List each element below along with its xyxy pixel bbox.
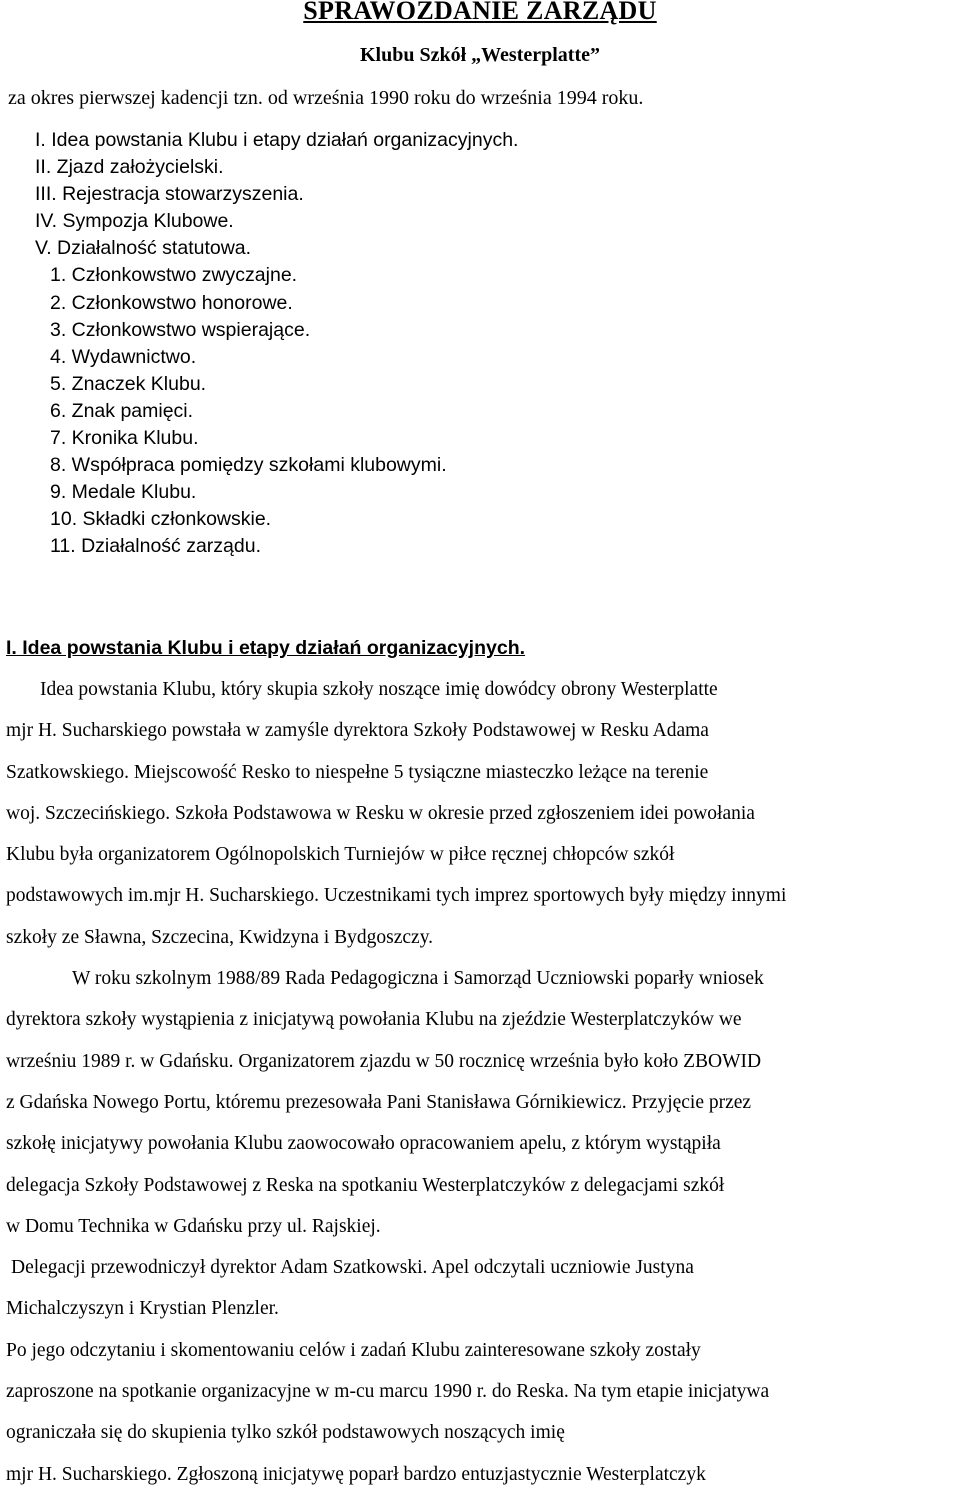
toc-subitem: 2. Członkowstwo honorowe. (50, 291, 293, 314)
body-line: Michalczyszyn i Krystian Plenzler. (6, 1298, 279, 1320)
toc-subitem: 5. Znaczek Klubu. (50, 372, 207, 395)
body-line: Idea powstania Klubu, który skupia szkoły noszące imię dowódcy obrony Westerplatte (40, 679, 718, 700)
report-period: za okres pierwszej kadencji tzn. od września 1990 roku do września 1994 roku. (8, 87, 644, 109)
body-line: Delegacji przewodniczył dyrektor Adam Szatkowski. Apel odczytali uczniowie Justyna (11, 1257, 694, 1279)
body-line: podstawowych im.mjr H. Sucharskiego. Uczestnikami tych imprez sportowych były między innymi (6, 885, 787, 907)
body-line: woj. Szczecińskiego. Szkoła Podstawowa w Resku w okresie przed zgłoszeniem idei powołania (6, 802, 755, 824)
section-body (6, 669, 960, 1495)
toc-subitem: 7. Kronika Klubu. (50, 427, 199, 450)
toc-item: IV. Sympozja Klubowe. (35, 210, 234, 233)
body-line: ograniczała się do skupienia tylko szkół podstawowych noszących imię (6, 1422, 565, 1444)
body-line: Klubu była organizatorem Ogólnopolskich Turniejów w piłce ręcznej chłopców szkół (6, 844, 675, 866)
toc-subitem: 8. Współpraca pomiędzy szkołami klubowymi. (50, 454, 447, 477)
toc-item: I. Idea powstania Klubu i etapy działań organizacyjnych. (35, 129, 519, 151)
body-line: zaproszone na spotkanie organizacyjne w m-cu marcu 1990 r. do Reska. Na tym etapie inicjatywa (6, 1381, 770, 1403)
body-line: Szatkowskiego. Miejscowość Resko to niespełne 5 tysiączne miasteczko leżące na terenie (6, 761, 709, 783)
toc-item: II. Zjazd założycielski. (35, 156, 224, 179)
body-line: w Domu Technika w Gdańsku przy ul. Rajskiej. (6, 1215, 381, 1237)
body-line: Po jego odczytaniu i skomentowaniu celów i zadań Klubu zainteresowane szkoły zostały (6, 1339, 701, 1361)
body-line: szkołę inicjatywy powołania Klubu zaowocowało opracowaniem apelu, z którym wystąpiła (6, 1133, 721, 1155)
toc-subitem: 9. Medale Klubu. (50, 481, 197, 504)
toc-subitem: 11. Działalność zarządu. (50, 535, 261, 558)
body-line: mjr H. Sucharskiego. Zgłoszoną inicjatywę poparł bardzo entuzjastycznie Westerplatczyk (6, 1463, 706, 1485)
body-line: W roku szkolnym 1988/89 Rada Pedagogiczna i Samorząd Uczniowski poparły wniosek (72, 968, 764, 990)
body-line: dyrektora szkoły wystąpienia z inicjatywą powołania Klubu na zjeździe Westerplatczyków we (6, 1009, 742, 1031)
body-line: delegacja Szkoły Podstawowej z Reska na spotkaniu Westerplatczyków z delegacjami szkół (6, 1174, 725, 1196)
body-line: szkoły ze Sławna, Szczecina, Kwidzyna i Bydgoszczy. (6, 926, 434, 948)
toc-subitem: 4. Wydawnictwo. (50, 345, 197, 368)
toc-subitem: 1. Członkowstwo zwyczajne. (50, 264, 298, 287)
document-subtitle: Klubu Szkół „Westerplatte” (359, 44, 600, 66)
document-title: SPRAWOZDANIE ZARZĄDU (303, 0, 657, 25)
body-line: wrześniu 1989 r. w Gdańsku. Organizatorem zjazdu w 50 rocznicę września było koło ZBOWID (6, 1050, 762, 1072)
toc-subitem: 3. Członkowstwo wspierające. (50, 318, 311, 341)
section-heading: I. Idea powstania Klubu i etapy działań organizacyjnych. (6, 637, 526, 659)
body-line: z Gdańska Nowego Portu, któremu prezesowała Pani Stanisława Górnikiewicz. Przyjęcie przez (6, 1091, 752, 1113)
table-of-contents (35, 127, 518, 561)
body-line: mjr H. Sucharskiego powstała w zamyśle dyrektora Szkoły Podstawowej w Resku Adama (6, 720, 709, 742)
toc-item: V. Działalność statutowa. (35, 237, 252, 260)
toc-item: III. Rejestracja stowarzyszenia. (35, 183, 304, 206)
toc-subitem: 6. Znak pamięci. (50, 399, 194, 422)
toc-subitem: 10. Składki członkowskie. (50, 508, 272, 531)
